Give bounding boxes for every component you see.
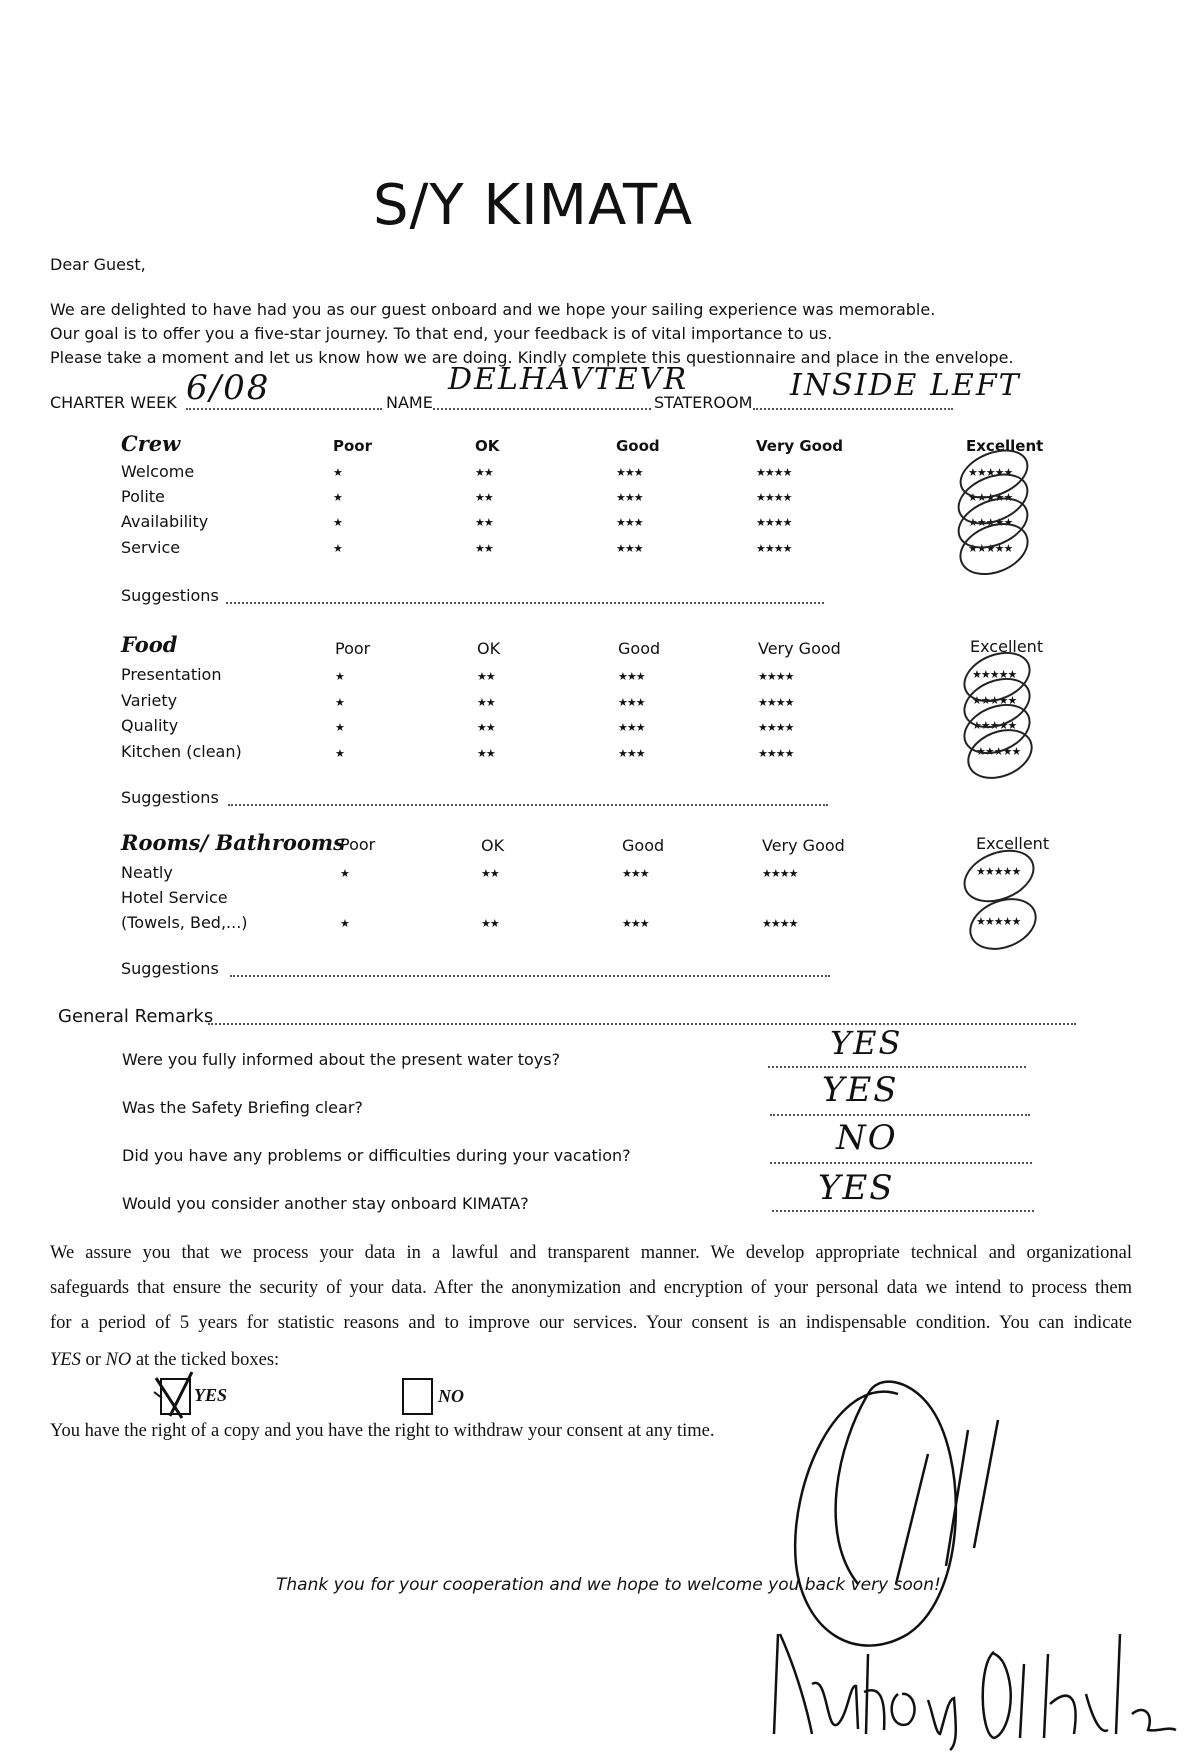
intro-line-1: We are delighted to have had you as our guest onboard and we hope your sailing experience was memorable.	[50, 300, 936, 319]
no-checkbox[interactable]	[402, 1378, 433, 1415]
star-5[interactable]: ★★★★★	[972, 668, 1017, 681]
answer-problems[interactable]: NO	[836, 1118, 898, 1158]
rating-label-towels-bed: (Towels, Bed,...)	[121, 913, 248, 932]
no-label: NO	[438, 1386, 464, 1406]
col-good: Good	[616, 437, 660, 455]
answer-line-safety-briefing[interactable]	[770, 1114, 1030, 1116]
consent-line-1: We assure you that we process your data in a lawful and transparent manner. We develop appropriate technical and organizational	[50, 1243, 1132, 1263]
star-3[interactable]: ★★★	[618, 721, 645, 734]
star-4[interactable]: ★★★★	[756, 466, 792, 479]
star-4[interactable]: ★★★★	[756, 542, 792, 555]
star-5[interactable]: ★★★★★	[972, 719, 1017, 732]
star-1[interactable]: ★	[335, 721, 344, 734]
star-2[interactable]: ★★	[477, 670, 495, 683]
star-4[interactable]: ★★★★	[758, 721, 794, 734]
document-title: S/Y KIMATA	[373, 173, 694, 238]
question-safety-briefing: Was the Safety Briefing clear?	[122, 1098, 363, 1117]
rating-label-neatly: Neatly	[121, 863, 173, 882]
star-5[interactable]: ★★★★★	[968, 466, 1013, 479]
answer-another-stay[interactable]: YES	[818, 1168, 895, 1208]
rating-label-quality: Quality	[121, 716, 179, 735]
name-value[interactable]: DELHAVTEVR	[448, 362, 689, 397]
charter-week-value[interactable]: 6/08	[186, 368, 271, 408]
col-very-good: Very Good	[762, 836, 845, 855]
star-2[interactable]: ★★	[477, 747, 495, 760]
rights-text: You have the right of a copy and you have the right to withdraw your consent at any time.	[50, 1421, 715, 1441]
col-ok: OK	[475, 437, 500, 455]
star-5[interactable]: ★★★★★	[968, 516, 1013, 529]
answer-line-another-stay[interactable]	[772, 1210, 1034, 1212]
answer-line-problems[interactable]	[770, 1162, 1032, 1164]
intro-line-3: Please take a moment and let us know how we are doing. Kindly complete this questionnaire and place in the envelope.	[50, 348, 1014, 367]
rating-label-kitchen: Kitchen (clean)	[121, 742, 242, 761]
consent-prompt-yes: YES	[50, 1350, 81, 1370]
yes-checkbox[interactable]	[160, 1378, 191, 1415]
star-1[interactable]: ★	[340, 917, 349, 930]
star-3[interactable]: ★★★	[616, 516, 643, 529]
star-1[interactable]: ★	[335, 747, 344, 760]
star-2[interactable]: ★★	[481, 917, 499, 930]
star-1[interactable]: ★	[340, 867, 349, 880]
name-line	[433, 408, 651, 410]
rating-label-service: Service	[121, 538, 181, 557]
col-excellent: Excellent	[966, 437, 1044, 455]
star-5[interactable]: ★★★★★	[976, 915, 1021, 928]
charter-week-line	[186, 408, 382, 410]
star-3[interactable]: ★★★	[618, 747, 645, 760]
star-4[interactable]: ★★★★	[758, 696, 794, 709]
section-heading-rooms: Rooms/ Bathrooms	[121, 830, 345, 855]
col-good: Good	[622, 836, 665, 855]
star-3[interactable]: ★★★	[622, 917, 649, 930]
suggestions-label-food: Suggestions	[121, 788, 219, 807]
section-heading-crew: Crew	[121, 431, 181, 456]
rating-label-polite: Polite	[121, 487, 165, 506]
thanks-text: Thank you for your cooperation and we hope to welcome you back very soon!	[276, 1575, 941, 1595]
answer-line-water-toys[interactable]	[768, 1066, 1026, 1068]
name-label: NAME	[386, 393, 433, 412]
col-very-good: Very Good	[758, 639, 841, 658]
col-ok: OK	[477, 639, 501, 658]
star-1[interactable]: ★	[333, 516, 342, 529]
charter-week-label: CHARTER WEEK	[50, 393, 177, 412]
stateroom-label: STATEROOM	[654, 393, 753, 412]
answer-water-toys[interactable]: YES	[830, 1024, 903, 1062]
consent-line-3: for a period of 5 years for statistic reasons and to improve our services. Your consent is an indispensable condition. You can indicate	[50, 1313, 1132, 1333]
star-5[interactable]: ★★★★★	[968, 542, 1013, 555]
star-3[interactable]: ★★★	[622, 867, 649, 880]
star-2[interactable]: ★★	[475, 491, 493, 504]
intro-line-2: Our goal is to offer you a five-star journey. To that end, your feedback is of vital importance to us.	[50, 324, 833, 343]
star-2[interactable]: ★★	[477, 721, 495, 734]
star-4[interactable]: ★★★★	[758, 747, 794, 760]
suggestions-label-crew: Suggestions	[121, 586, 219, 605]
star-4[interactable]: ★★★★	[756, 516, 792, 529]
star-2[interactable]: ★★	[475, 466, 493, 479]
star-2[interactable]: ★★	[481, 867, 499, 880]
question-water-toys: Were you fully informed about the present water toys?	[122, 1050, 561, 1069]
consent-prompt-rest: at the ticked boxes:	[131, 1350, 280, 1370]
rating-label-hotel-service: Hotel Service	[121, 888, 228, 907]
suggestions-line-rooms[interactable]	[230, 975, 830, 977]
star-4[interactable]: ★★★★	[758, 670, 794, 683]
col-poor: Poor	[340, 835, 376, 854]
star-1[interactable]: ★	[333, 491, 342, 504]
question-another-stay: Would you consider another stay onboard KIMATA?	[122, 1194, 529, 1213]
col-ok: OK	[481, 836, 505, 855]
star-1[interactable]: ★	[335, 696, 344, 709]
col-very-good: Very Good	[756, 437, 844, 455]
star-5[interactable]: ★★★★★	[972, 694, 1017, 707]
star-1[interactable]: ★	[333, 542, 342, 555]
rating-label-presentation: Presentation	[121, 665, 222, 684]
star-1[interactable]: ★	[335, 670, 344, 683]
star-5[interactable]: ★★★★★	[976, 745, 1021, 758]
suggestions-label-rooms: Suggestions	[121, 959, 219, 978]
section-heading-food: Food	[121, 632, 178, 657]
check-mark-icon	[152, 1368, 196, 1420]
col-good: Good	[618, 639, 661, 658]
star-4[interactable]: ★★★★	[756, 491, 792, 504]
suggestions-line-food[interactable]	[228, 804, 828, 806]
star-2[interactable]: ★★	[475, 542, 493, 555]
star-3[interactable]: ★★★	[618, 670, 645, 683]
rating-label-welcome: Welcome	[121, 462, 195, 481]
star-5[interactable]: ★★★★★	[976, 865, 1021, 878]
star-1[interactable]: ★	[333, 466, 342, 479]
general-remarks-label: General Remarks	[58, 1006, 214, 1027]
rating-label-variety: Variety	[121, 691, 178, 710]
col-poor: Poor	[335, 639, 371, 658]
col-excellent: Excellent	[976, 834, 1050, 853]
star-3[interactable]: ★★★	[618, 696, 645, 709]
yes-label: YES	[194, 1385, 228, 1405]
star-2[interactable]: ★★	[475, 516, 493, 529]
stateroom-line	[753, 408, 953, 410]
signature	[768, 1334, 1188, 1754]
star-3[interactable]: ★★★	[616, 542, 643, 555]
col-excellent: Excellent	[970, 637, 1044, 656]
stateroom-value[interactable]: INSIDE LEFT	[790, 368, 1021, 403]
suggestions-line-crew[interactable]	[226, 602, 824, 604]
star-2[interactable]: ★★	[477, 696, 495, 709]
answer-safety-briefing[interactable]: YES	[822, 1070, 899, 1110]
consent-prompt-no: NO	[105, 1350, 132, 1370]
star-3[interactable]: ★★★	[616, 491, 643, 504]
rating-label-availability: Availability	[121, 512, 209, 531]
question-problems: Did you have any problems or difficulties during your vacation?	[122, 1146, 631, 1165]
star-4[interactable]: ★★★★	[762, 867, 798, 880]
consent-line-2: safeguards that ensure the security of your data. After the anonymization and encryption of your personal data we intend to process them	[50, 1278, 1132, 1298]
star-3[interactable]: ★★★	[616, 466, 643, 479]
general-remarks-line[interactable]	[208, 1023, 1076, 1025]
greeting: Dear Guest,	[50, 255, 146, 274]
star-5[interactable]: ★★★★★	[968, 491, 1013, 504]
consent-prompt-or: or	[80, 1350, 106, 1370]
col-poor: Poor	[333, 437, 373, 455]
star-4[interactable]: ★★★★	[762, 917, 798, 930]
